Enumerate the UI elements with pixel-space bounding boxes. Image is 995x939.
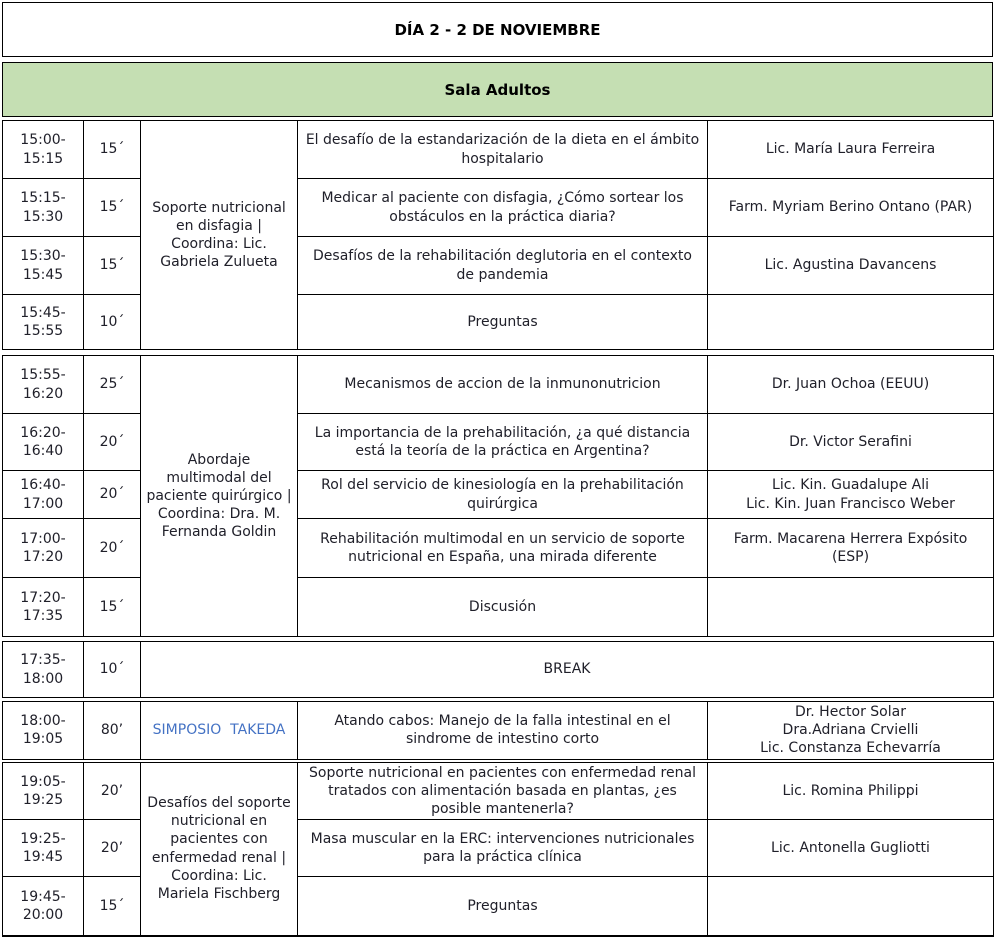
- speaker-name-line: Dr. Hector Solar: [795, 704, 906, 720]
- schedule-block-renal: [2, 762, 994, 937]
- time-cell: 15:00-15:15: [3, 121, 84, 179]
- room-title: Sala Adultos: [2, 62, 993, 117]
- duration-cell: 80’: [84, 702, 141, 760]
- schedule-block-break: [2, 641, 994, 698]
- speaker-name: Farm. Myriam Berino Ontano (PAR): [708, 179, 994, 237]
- time-cell: 15:30-15:45: [3, 237, 84, 295]
- speaker-cell-empty: [708, 295, 994, 350]
- table-row: [3, 702, 994, 760]
- table-row: [3, 762, 994, 820]
- time-cell: 17:35-18:00: [3, 642, 84, 698]
- time-cell: 15:15-15:30: [3, 179, 84, 237]
- time-cell: 19:25-19:45: [3, 820, 84, 877]
- time-cell: 16:20-16:40: [3, 414, 84, 471]
- speaker-name: Lic. Agustina Davancens: [708, 237, 994, 295]
- speaker-cell-empty: [708, 877, 994, 936]
- talk-title: Desafíos de la rehabilitación deglutoria en el contexto de pandemia: [298, 237, 708, 295]
- time-cell: 15:55-16:20: [3, 356, 84, 414]
- talk-title: Discusión: [298, 578, 708, 637]
- schedule-block-takeda: [2, 701, 994, 760]
- talk-title: El desafío de la estandarización de la dieta en el ámbito hospitalario: [298, 121, 708, 179]
- talk-title: Masa muscular en la ERC: intervenciones nutricionales para la práctica clínica: [298, 820, 708, 877]
- time-cell: 17:20-17:35: [3, 578, 84, 637]
- speaker-cell-empty: [708, 578, 994, 637]
- time-cell: 19:05-19:25: [3, 762, 84, 820]
- session-block-title: Desafíos del soporte nutricional en pacientes con enfermedad renal | Coordina: Lic. Mariela Fischberg: [141, 762, 298, 936]
- duration-cell: 20´: [84, 519, 141, 578]
- speaker-name: [708, 471, 994, 519]
- speaker-name-line: Lic. Kin. Juan Francisco Weber: [746, 495, 955, 512]
- talk-title: La importancia de la prehabilitación, ¿a qué distancia está la teoría de la práctica en Argentina?: [298, 414, 708, 471]
- duration-cell: 20’: [84, 820, 141, 877]
- talk-title: Atando cabos: Manejo de la falla intestinal en el sindrome de intestino corto: [298, 702, 708, 760]
- time-cell: 17:00-17:20: [3, 519, 84, 578]
- duration-cell: 20´: [84, 414, 141, 471]
- speaker-name: [708, 702, 994, 760]
- talk-title: Preguntas: [298, 877, 708, 936]
- schedule-block-quirurgico: [2, 355, 994, 637]
- table-row: [3, 121, 994, 179]
- talk-title: Mecanismos de accion de la inmunonutricion: [298, 356, 708, 414]
- duration-cell: 10´: [84, 642, 141, 698]
- speaker-name-line: Lic. Kin. Guadalupe Ali: [772, 477, 929, 494]
- table-row: [3, 642, 994, 698]
- duration-cell: 20’: [84, 762, 141, 820]
- time-cell: 16:40-17:00: [3, 471, 84, 519]
- break-label: BREAK: [141, 642, 994, 698]
- table-row: [3, 356, 994, 414]
- talk-title: Rehabilitación multimodal en un servicio de soporte nutricional en España, una mirada diferente: [298, 519, 708, 578]
- day-title: DÍA 2 - 2 DE NOVIEMBRE: [2, 2, 993, 57]
- time-cell: 18:00-19:05: [3, 702, 84, 760]
- schedule-block-disfagia: [2, 120, 994, 350]
- duration-cell: 15´: [84, 578, 141, 637]
- simposio-takeda-label: SIMPOSIO TAKEDA: [141, 702, 298, 760]
- speaker-name: Dr. Juan Ochoa (EEUU): [708, 356, 994, 414]
- talk-title: Soporte nutricional en pacientes con enfermedad renal tratados con alimentación basada en plantas, ¿es posible mantenerla?: [298, 762, 708, 820]
- speaker-name-line: Dra.Adriana Crvielli: [782, 722, 919, 739]
- talk-title: Preguntas: [298, 295, 708, 350]
- speaker-name: Lic. Romina Philippi: [708, 762, 994, 820]
- speaker-name: Lic. Antonella Gugliotti: [708, 820, 994, 877]
- duration-cell: 15´: [84, 877, 141, 936]
- speaker-name: Lic. María Laura Ferreira: [708, 121, 994, 179]
- speaker-name-line: Lic. Constanza Echevarría: [760, 740, 941, 757]
- time-cell: 15:45-15:55: [3, 295, 84, 350]
- duration-cell: 10´: [84, 295, 141, 350]
- session-block-title: Abordaje multimodal del paciente quirúrgico | Coordina: Dra. M. Fernanda Goldin: [141, 356, 298, 637]
- speaker-name: Farm. Macarena Herrera Expósito (ESP): [708, 519, 994, 578]
- duration-cell: 20´: [84, 471, 141, 519]
- speaker-name: Dr. Victor Serafini: [708, 414, 994, 471]
- talk-title: Medicar al paciente con disfagia, ¿Cómo sortear los obstáculos en la práctica diaria?: [298, 179, 708, 237]
- duration-cell: 15´: [84, 237, 141, 295]
- duration-cell: 15´: [84, 121, 141, 179]
- duration-cell: 25´: [84, 356, 141, 414]
- duration-cell: 15´: [84, 179, 141, 237]
- session-block-title: Soporte nutricional en disfagia | Coordina: Lic. Gabriela Zulueta: [141, 121, 298, 350]
- talk-title: Rol del servicio de kinesiología en la prehabilitación quirúrgica: [298, 471, 708, 519]
- time-cell: 19:45-20:00: [3, 877, 84, 936]
